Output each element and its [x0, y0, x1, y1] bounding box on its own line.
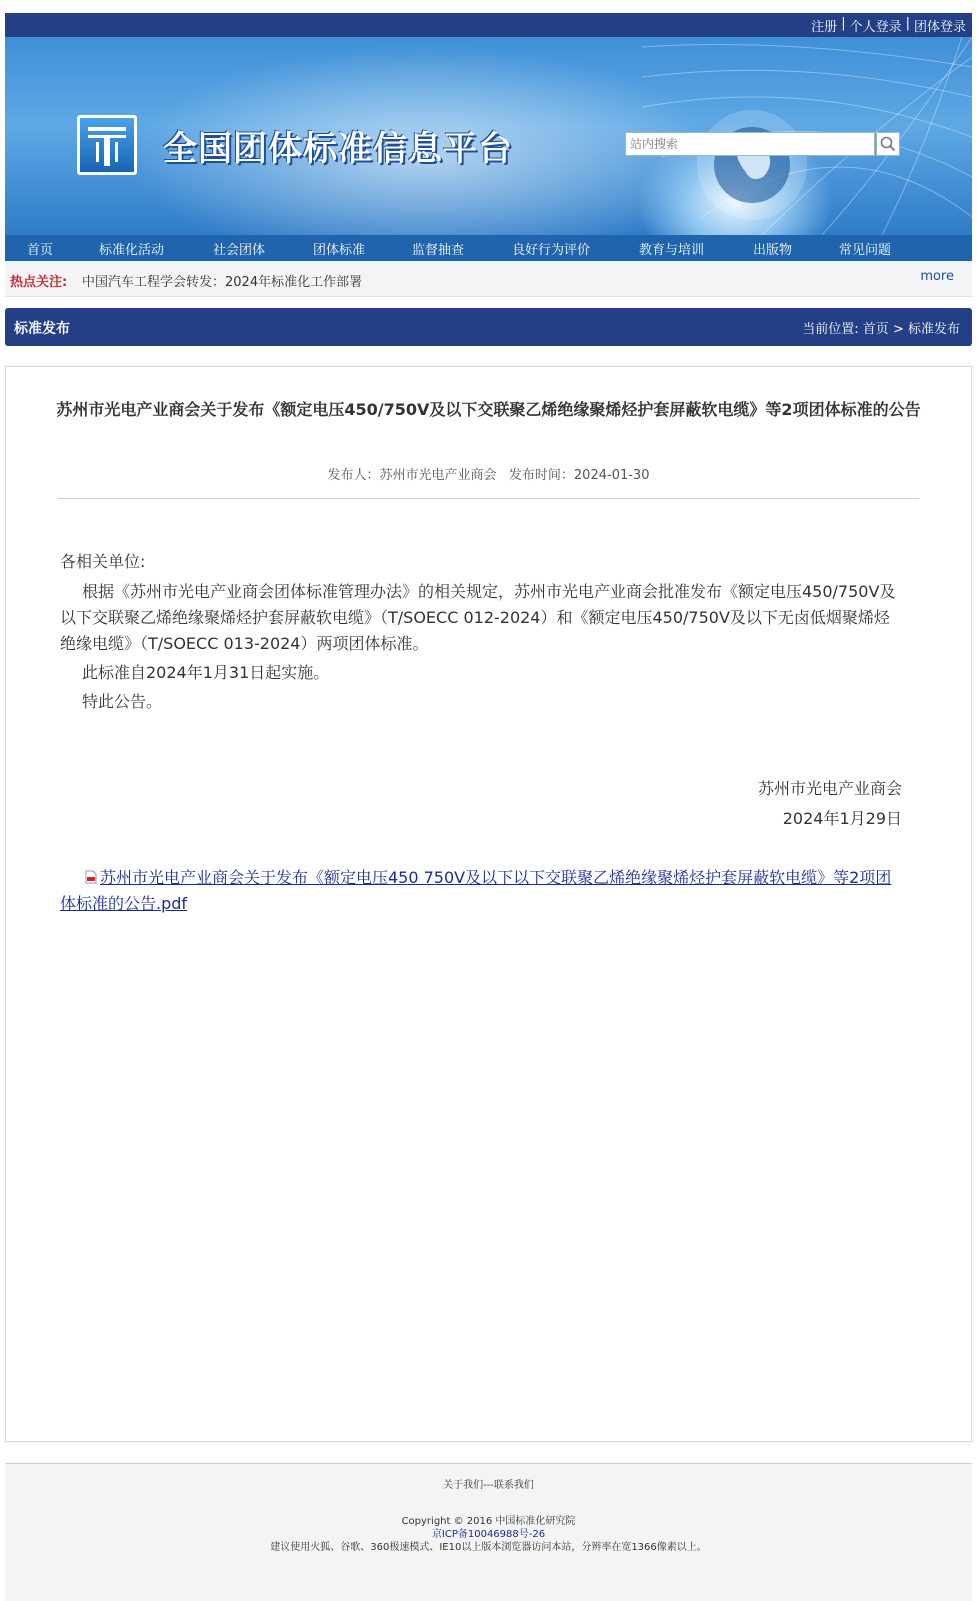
attachment-link[interactable]	[60, 865, 902, 917]
group-login-link[interactable]: 团体登录	[913, 20, 966, 35]
main-nav	[5, 235, 972, 261]
nav-item-good-behavior[interactable]: 良好行为评价	[512, 243, 591, 258]
divider	[58, 498, 919, 499]
separator: |	[905, 16, 910, 31]
logo-icon	[77, 115, 137, 175]
footer	[5, 1463, 972, 1601]
more-link[interactable]: more	[920, 269, 954, 284]
nav-item-group-standards[interactable]: 团体标准	[313, 243, 366, 258]
paragraph-closing: 特此公告。	[82, 692, 163, 711]
account-links	[811, 16, 966, 35]
register-link[interactable]: 注册	[811, 20, 838, 35]
breadcrumb	[802, 318, 960, 337]
attachment-label: 苏州市光电产业商会关于发布《额定电压450 750V及以下以下交联聚乙烯绝缘聚烯烃护套屏蔽软电缆》等2项团体标准的公告.pdf	[60, 868, 892, 913]
nav-item-education[interactable]: 教育与培训	[639, 243, 705, 258]
breadcrumb-separator: >	[892, 322, 904, 337]
section-header	[5, 308, 972, 346]
hot-news-bar	[5, 261, 972, 297]
search-input[interactable]	[625, 132, 875, 156]
search-icon	[880, 136, 896, 152]
hot-news-link[interactable]: 中国汽车工程学会转发：2024年标准化工作部署	[82, 275, 363, 290]
article-panel	[5, 366, 972, 1442]
hot-label: 热点关注:	[10, 275, 68, 290]
top-bar	[5, 13, 972, 37]
paragraph-effective-date: 此标准自2024年1月31日起实施。	[82, 663, 330, 682]
footer-links[interactable]: 关于我们---联系我们	[443, 1480, 534, 1491]
article-meta: 发布人：苏州市光电产业商会 发布时间：2024-01-30	[327, 468, 650, 483]
signature-date: 2024年1月29日	[782, 809, 902, 828]
article-title: 苏州市光电产业商会关于发布《额定电压450/750V及以下交联聚乙烯绝缘聚烯烃护套屏蔽软电缆》等2项团体标准的公告	[56, 400, 921, 419]
header-banner	[5, 37, 972, 235]
personal-login-link[interactable]: 个人登录	[849, 20, 902, 35]
nav-item-standardization-activities[interactable]: 标准化活动	[99, 243, 165, 258]
site-title[interactable]: 全国团体标准信息平台	[163, 129, 513, 169]
copyright: Copyright © 2016 中国标准化研究院	[401, 1516, 576, 1527]
salutation: 各相关单位:	[60, 552, 146, 571]
separator: |	[841, 16, 846, 31]
icp-link[interactable]: 京ICP备10046988号-26	[431, 1529, 546, 1540]
breadcrumb-current[interactable]: 标准发布	[907, 322, 960, 337]
nav-item-social-groups[interactable]: 社会团体	[213, 243, 266, 258]
search-button[interactable]	[876, 132, 900, 156]
section-title: 标准发布	[14, 321, 70, 337]
nav-item-faq[interactable]: 常见问题	[839, 243, 892, 258]
nav-item-supervision[interactable]: 监督抽查	[412, 243, 465, 258]
signature-org: 苏州市光电产业商会	[757, 779, 902, 798]
breadcrumb-label: 当前位置:	[802, 322, 859, 337]
pdf-file-icon	[84, 870, 98, 884]
paragraph-main: 根据《苏州市光电产业商会团体标准管理办法》的相关规定，苏州市光电产业商会批准发布《额定电压450/750V及以下交联聚乙烯绝缘聚烯烃护套屏蔽软电缆》（T/SOECC 012-2024）和《额定电压450/750V及以下无卤低烟聚烯烃绝缘电缆》（T/SOECC 013-2024）两项团体标准。	[60, 582, 896, 653]
browser-notice: 建议使用火狐、谷歌、360极速模式、IE10以上版本浏览器访问本站，分辨率在宽1366像素以上。	[270, 1542, 707, 1553]
nav-item-publications[interactable]: 出版物	[753, 243, 793, 258]
breadcrumb-home[interactable]: 首页	[862, 322, 889, 337]
nav-item-home[interactable]: 首页	[27, 243, 54, 258]
